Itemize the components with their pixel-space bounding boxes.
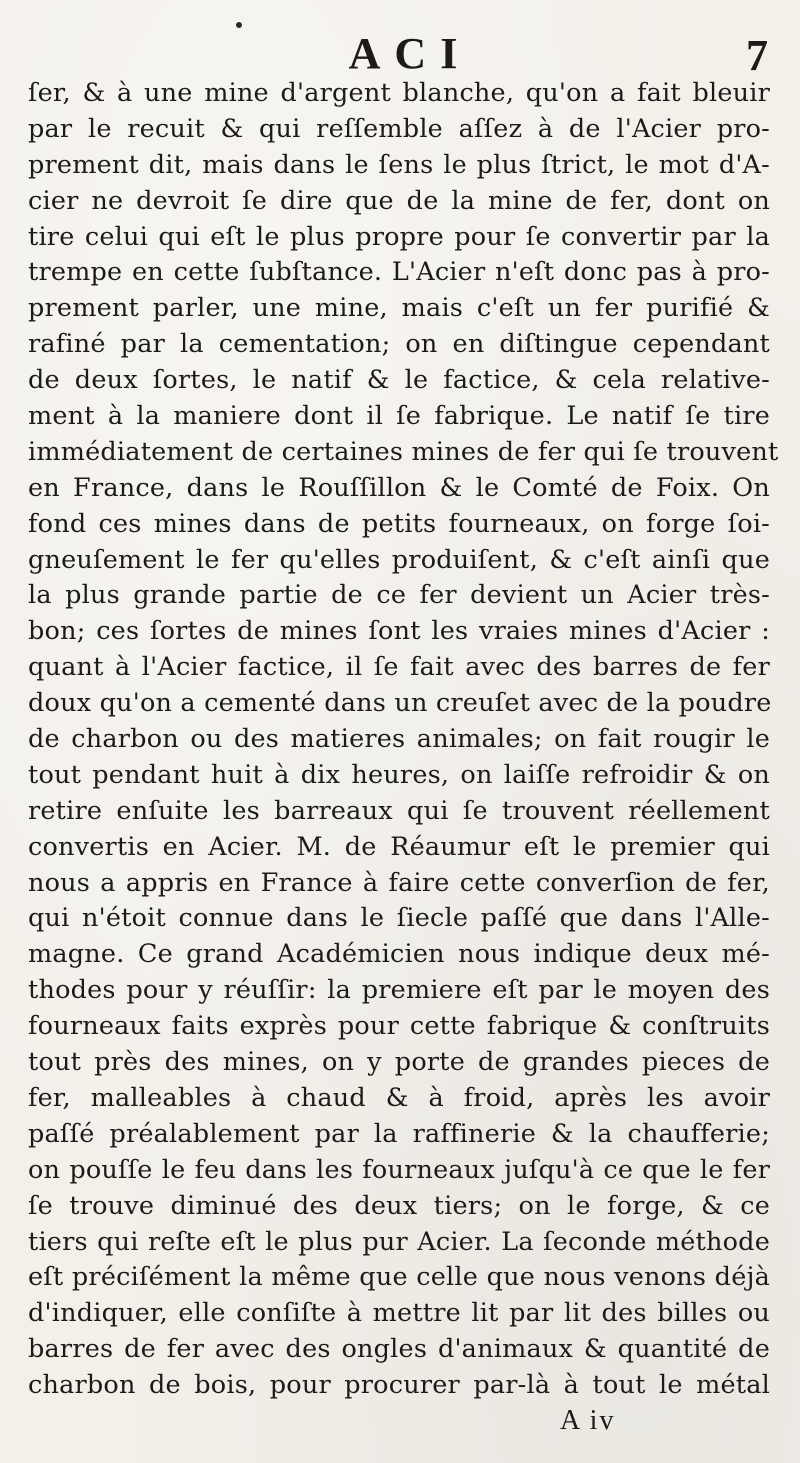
- text-line: de deux ſortes, le natif & le factice, & cela relative-: [28, 365, 770, 396]
- text-line: eſt préciſément la même que celle que nous venons déjà: [28, 1262, 770, 1293]
- text-line: prement dit, mais dans le ſens le plus ſtrict, le mot d'A-: [28, 149, 770, 180]
- text-line: ment à la maniere dont il ſe fabrique. Le natif ſe tire: [28, 401, 770, 432]
- body-text: [28, 76, 779, 1404]
- text-line: barres de fer avec des ongles d'animaux & quantité de: [28, 1334, 770, 1365]
- text-line: paſſé préalablement par la raffinerie & la chaufferie;: [28, 1118, 770, 1149]
- text-line: tout près des mines, on y porte de grandes pieces de: [28, 1047, 770, 1078]
- text-line: bon; ces ſortes de mines ſont les vraies mines d'Acier :: [28, 616, 770, 647]
- text-line: d'indiquer, elle conſiſte à mettre lit par lit des billes ou: [28, 1298, 770, 1329]
- text-line: quant à l'Acier factice, il ſe fait avec des barres de fer: [28, 652, 770, 683]
- text-line: fond ces mines dans de petits fourneaux, on forge ſoi-: [28, 508, 770, 539]
- text-line: ſe trouve diminué des deux tiers; on le forge, & ce: [28, 1190, 770, 1221]
- text-line: rafiné par la cementation; on en diſtingue cependant: [28, 329, 770, 360]
- text-line: en France, dans le Rouſſillon & le Comté de Foix. On: [28, 472, 770, 503]
- text-line: doux qu'on a cementé dans un creuſet avec de la poudre: [28, 688, 772, 719]
- text-line: fer, malleables à chaud & à froid, après les avoir: [28, 1082, 770, 1113]
- text-line: magne. Ce grand Académicien nous indique deux mé-: [28, 939, 770, 970]
- text-line: ſer, & à une mine d'argent blanche, qu'on a fait bleuir: [28, 78, 770, 108]
- text-line: retire enſuite les barreaux qui ſe trouvent réellement: [28, 795, 770, 826]
- text-line: tire celui qui eſt le plus propre pour ſe convertir par la: [28, 221, 770, 252]
- text-line: gneuſement le fer qu'elles produiſent, & c'eſt ainſi que: [28, 544, 770, 575]
- running-head: ACI: [348, 29, 472, 78]
- text-line: la plus grande partie de ce fer devient un Acier très-: [28, 580, 770, 611]
- signature-mark: A iv: [560, 1405, 616, 1436]
- text-line: thodes pour y réuſſir: la premiere eſt par le moyen des: [28, 975, 770, 1006]
- text-line: de charbon ou des matieres animales; on fait rougir le: [28, 724, 770, 755]
- text-line: trempe en cette ſubſtance. L'Acier n'eſt donc pas à pro-: [28, 257, 770, 288]
- text-line: immédiatement de certaines mines de fer qui ſe trouvent: [28, 436, 779, 467]
- text-line: qui n'étoit connue dans le ſiecle paſſé que dans l'Alle-: [28, 903, 770, 934]
- text-line: fourneaux faits exprès pour cette fabrique & conſtruits: [28, 1011, 770, 1042]
- page-header: [0, 22, 800, 78]
- text-line: tout pendant huit à dix heures, on laiſſe refroidir & on: [28, 759, 770, 790]
- text-line: par le recuit & qui reſſemble aſſez à de l'Acier pro-: [28, 113, 770, 144]
- page-number: 7: [746, 31, 768, 80]
- text-line: prement parler, une mine, mais c'eſt un fer purifié &: [28, 293, 770, 324]
- text-line: convertis en Acier. M. de Réaumur eſt le premier qui: [28, 831, 770, 862]
- text-line: cier ne devroit ſe dire que de la mine de fer, dont on: [28, 185, 770, 216]
- text-line: on pouſſe le feu dans les fourneaux juſqu'à ce que le fer: [28, 1154, 770, 1185]
- text-line: tiers qui reſte eſt le plus pur Acier. La ſeconde méthode: [28, 1226, 770, 1257]
- text-line: nous a appris en France à faire cette converſion de fer,: [28, 867, 770, 898]
- text-line: charbon de bois, pour procurer par-là à tout le métal: [28, 1370, 770, 1401]
